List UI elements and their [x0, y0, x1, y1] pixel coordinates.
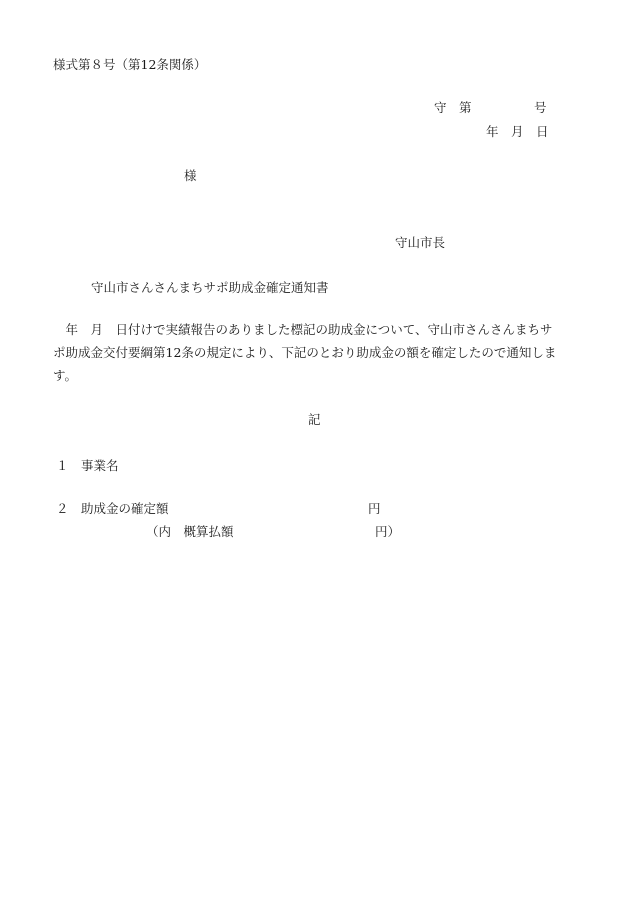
- yen-unit: 円: [368, 501, 381, 516]
- document-date-field: 年 月 日: [486, 124, 549, 139]
- document-title: 守山市さんさんまちサポ助成金確定通知書: [91, 280, 329, 295]
- item-sublabel-advance-payment: （内 概算払額: [146, 524, 234, 539]
- item-label-confirmed-amount: 助成金の確定額: [81, 501, 169, 516]
- yen-unit-close: 円）: [375, 524, 401, 539]
- form-number: 様式第８号（第12条関係）: [53, 57, 207, 72]
- document-number-field: 守 第 号: [434, 100, 547, 115]
- item-number: ２: [56, 501, 69, 516]
- body-text-line: 年 月 日付けで実績報告のありました標記の助成金について、守山市さんさんまちサ: [53, 322, 553, 337]
- item-label-project-name: 事業名: [81, 458, 119, 473]
- addressee-suffix: 様: [184, 168, 197, 183]
- body-text-line: す。: [53, 368, 78, 383]
- ki-heading: 記: [308, 412, 321, 427]
- item-number: １: [56, 458, 69, 473]
- issuer-name: 守山市長: [395, 235, 446, 250]
- body-text-line: ポ助成金交付要綱第12条の規定により、下記のとおり助成金の額を確定したので通知しま: [53, 345, 557, 360]
